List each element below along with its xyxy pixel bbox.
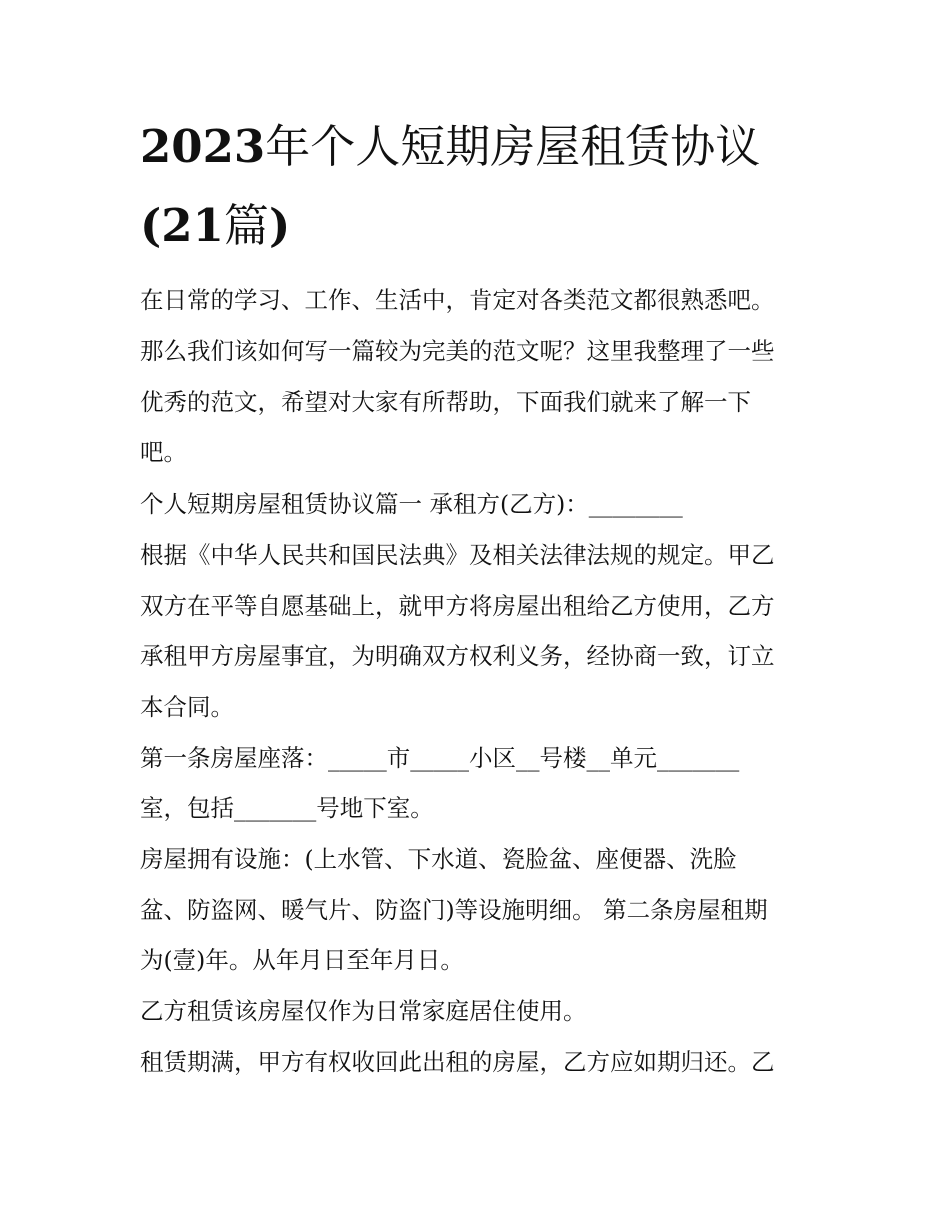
body-line: 本合同。 — [140, 693, 234, 721]
document-title-line-1 — [140, 120, 830, 174]
document-title-line-2 — [140, 199, 830, 253]
body-line: 双方在平等自愿基础上，就甲方将房屋出租给乙方使用，乙方 — [140, 592, 775, 620]
body-line: 在日常的学习、工作、生活中，肯定对各类范文都很熟悉吧。 — [140, 286, 775, 314]
title-count-unit: 篇 — [223, 199, 269, 252]
body-line: 租赁期满，甲方有权收回此出租的房屋，乙方应如期归还。乙 — [140, 1048, 775, 1076]
body-line: 优秀的范文，希望对大家有所帮助，下面我们就来了解一下 — [140, 388, 751, 416]
title-count-close: ) — [268, 199, 291, 252]
body-line: 盆、防盗网、暖气片、防盗门)等设施明细。 第二条房屋租期 — [140, 896, 768, 924]
body-line: 吧。 — [140, 438, 187, 466]
section-heading-line: 个人短期房屋租赁协议篇一 承租方(乙方)：________ — [140, 490, 683, 518]
body-line: 房屋拥有设施：(上水管、下水道、瓷脸盆、座便器、洗脸 — [140, 845, 737, 873]
body-line: 那么我们该如何写一篇较为完美的范文呢？这里我整理了一些 — [140, 337, 775, 365]
body-line: 根据《中华人民共和国民法典》及相关法律法规的规定。甲乙 — [140, 541, 775, 569]
body-line: 室，包括_______号地下室。 — [140, 794, 434, 822]
title-year: 2023 — [140, 120, 266, 173]
body-line: 承租甲方房屋事宜，为明确双方权利义务，经协商一致，订立 — [140, 642, 775, 670]
title-text: 年个人短期房屋租赁协议 — [265, 120, 761, 173]
body-line: 为(壹)年。从年月日至年月日。 — [140, 946, 464, 974]
title-count-open: (21 — [140, 199, 224, 252]
body-line: 第一条房屋座落：_____市_____小区__号楼__单元_______ — [140, 744, 740, 772]
body-line: 乙方租赁该房屋仅作为日常家庭居住使用。 — [140, 997, 587, 1025]
